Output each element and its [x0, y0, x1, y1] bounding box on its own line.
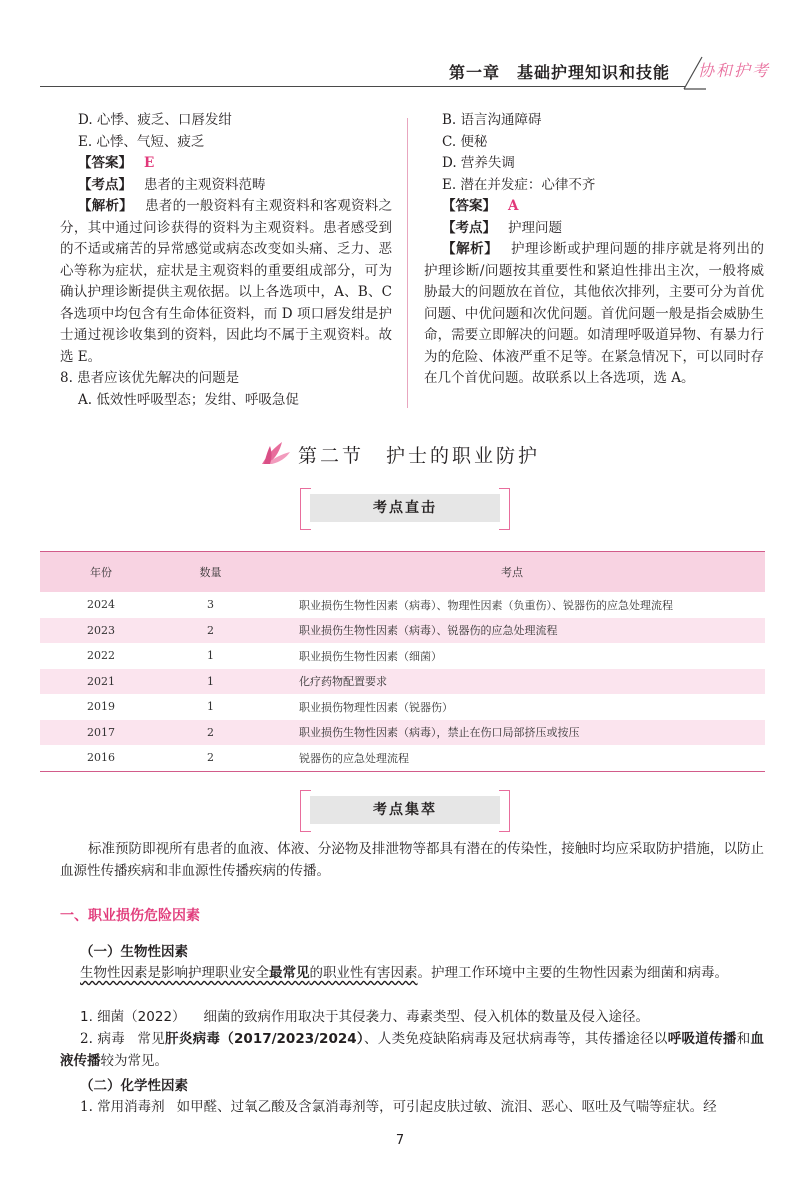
cell-year: 2019: [87, 700, 115, 714]
table-row: [40, 618, 765, 644]
option-e: E. 心悸、气短、疲乏: [78, 133, 205, 150]
virus-c: 、人类免疫缺陷病毒及冠状病毒等，其传播途径以: [363, 1031, 668, 1047]
table-row: [40, 694, 765, 720]
kaodian-line: [424, 218, 764, 240]
bio-underlined-1: 生物性因素是影响护理职业安全: [80, 965, 269, 981]
q8-option-a: A. 低效性呼吸型态；发绀、呼吸急促: [78, 391, 299, 408]
cell-topic: 锐器伤的应急处理流程: [259, 745, 765, 771]
lotus-icon: [260, 440, 292, 466]
kaodian-zhiji-box: [300, 488, 510, 528]
option-d: D. 心悸、疲乏、口唇发绀: [78, 112, 232, 128]
jiexi-text: 护理诊断或护理问题的排序就是将列出的护理诊断/问题按其重要性和紧迫性排出主次，一般将威胁最大的问题放在首位，其他依次排列，主要可分为首优问题、中优问题和次优问题。首优问题一般是指会威胁生命，需要立即解决的问题。如清理呼吸道异物、有暴力行为的危险、体液严重不足等。在紧急情况下，可以同时存在几个首优问题。故联系以上各选项，选 A。: [424, 241, 765, 386]
jiexi-paragraph: [424, 239, 764, 390]
cell-topic: 职业损伤生物性因素（病毒），禁止在伤口局部挤压或按压: [259, 720, 765, 746]
cell-count: 1: [162, 669, 259, 695]
virus-blood: 血液传播: [60, 1031, 765, 1069]
chemical-label: 1. 常用消毒剂: [80, 1099, 165, 1115]
heading-occupational-risk: 一、职业损伤危险因素: [60, 908, 200, 924]
option-d: D. 营养失调: [442, 155, 515, 171]
bacteria-label: 1. 细菌（2022）: [80, 1009, 186, 1025]
kaodian-jicui-box: [300, 790, 510, 830]
kaodian-value: 护理问题: [508, 219, 562, 236]
intro-paragraph: 标准预防即视所有患者的血液、体液、分泌物及排泄物等都具有潜在的传染性，接触时均应采取防护措施，以防止血源性传播疾病和非血源性传播疾病的传播。: [60, 841, 764, 879]
box-label: 考点集萃: [310, 796, 500, 824]
answer-value: A: [508, 198, 519, 214]
page-header: [0, 0, 800, 100]
answer-tag: 【答案】: [78, 155, 132, 171]
cell-count: 1: [207, 700, 214, 714]
virus-paragraph: [60, 1028, 764, 1072]
option-e: E. 潜在并发症：心律不齐: [442, 176, 596, 193]
table-row: [40, 745, 765, 771]
heading-biological: （一）生物性因素: [80, 944, 188, 960]
header-year: 年份: [40, 552, 162, 593]
cell-year: 2021: [40, 669, 162, 695]
chemical-paragraph: [60, 1096, 764, 1118]
kaodian-line: [60, 175, 392, 197]
cell-year: 2023: [40, 618, 162, 644]
table-row: [40, 643, 765, 669]
bio-rest: 。护理工作环境中主要的生物性因素为细菌和病毒。: [417, 965, 728, 981]
chapter-title: 第一章 基础护理知识和技能: [448, 63, 670, 82]
header-topic: 考点: [259, 552, 765, 593]
column-divider: [407, 118, 408, 408]
virus-e: 和: [736, 1031, 751, 1047]
bacteria-paragraph: [60, 1006, 764, 1028]
answer-tag: 【答案】: [442, 198, 496, 214]
box-label: 考点直击: [310, 494, 500, 522]
virus-respiratory: 呼吸道传播: [667, 1031, 737, 1047]
page-number: 7: [395, 1133, 405, 1148]
virus-g: 较为常见。: [100, 1053, 168, 1069]
left-column: [60, 110, 392, 411]
table-row: [40, 669, 765, 695]
virus-a: 常见: [137, 1031, 166, 1047]
cell-count: 2: [162, 618, 259, 644]
right-column: [424, 110, 764, 390]
cell-topic: 职业损伤物理性因素（锐器伤）: [299, 700, 453, 714]
answer-line: [60, 153, 392, 175]
jiexi-tag: 【解析】: [442, 241, 499, 257]
cell-year: 2022: [87, 649, 115, 663]
section-title: [0, 440, 800, 468]
option-b: B. 语言沟通障碍: [442, 112, 542, 128]
cell-topic: 职业损伤生物性因素（细菌）: [299, 649, 442, 663]
cell-topic: 化疗药物配置要求: [259, 669, 765, 695]
kaodian-tag: 【考点】: [442, 219, 496, 236]
table-row: [40, 720, 765, 746]
bio-paragraph: [60, 962, 764, 984]
box-bracket-right: [499, 488, 510, 530]
option-c: C. 便秘: [442, 133, 488, 150]
table-row: [40, 592, 765, 618]
bio-underlined-2: 的职业性有害因素: [309, 965, 418, 981]
cell-count: 1: [207, 649, 214, 663]
section-title-text: 第二节 护士的职业防护: [297, 445, 540, 467]
kaodian-tag: 【考点】: [78, 176, 132, 193]
jiexi-tag: 【解析】: [78, 198, 133, 214]
header-rule: [40, 86, 685, 87]
cell-topic: 职业损伤生物性因素（病毒）、物理性因素（负重伤）、锐器伤的应急处理流程: [299, 598, 673, 612]
cell-count: 3: [207, 598, 214, 612]
question-8: 8. 患者应该优先解决的问题是: [60, 370, 240, 386]
cell-year: 2017: [40, 720, 162, 746]
cell-topic: 职业损伤生物性因素（病毒）、锐器伤的应急处理流程: [259, 618, 765, 644]
cell-count: 2: [162, 745, 259, 771]
cell-count: 2: [162, 720, 259, 746]
chemical-text: 如甲醛、过氧乙酸及含氯消毒剂等，可引起皮肤过敏、流泪、恶心、呕吐及气喘等症状。经: [176, 1099, 717, 1115]
header-count: 数量: [162, 552, 259, 593]
jiexi-text: 患者的一般资料有主观资料和客观资料之分，其中通过问诊获得的资料为主观资料。患者感受到的不适或痛苦的异常感觉或病态改变如头痛、乏力、恶心等称为症状，症状是主观资料的重要组成部分，可为确认护理诊断提供主观依据。以上各选项中，A、B、C 各选项中均包含有生命体征资料，而 D 项口唇发绀是护士通过视诊收集到的资料，因此均不属于主观资料。故选 E。: [60, 198, 393, 365]
answer-line: [424, 196, 764, 218]
cell-year: 2024: [87, 598, 115, 612]
box-bracket-right: [499, 790, 510, 832]
bio-bold-most-common: 最常见: [269, 965, 310, 981]
kaodian-value: 患者的主观资料范畴: [144, 176, 266, 193]
cell-year: 2016: [40, 745, 162, 771]
bacteria-text: 细菌的致病作用取决于其侵袭力、毒素类型、侵入机体的数量及侵入途径。: [203, 1009, 650, 1025]
virus-hepatitis: 肝炎病毒（2017/2023/2024）: [165, 1031, 364, 1047]
jiexi-paragraph: [60, 196, 392, 368]
table-header-row: [40, 552, 765, 593]
heading-chemical: （二）化学性因素: [80, 1078, 188, 1094]
answer-value: E: [144, 155, 155, 171]
virus-label: 2. 病毒: [80, 1031, 126, 1047]
exam-points-table: [40, 551, 765, 772]
brand-logo: 协和护考: [698, 61, 771, 80]
